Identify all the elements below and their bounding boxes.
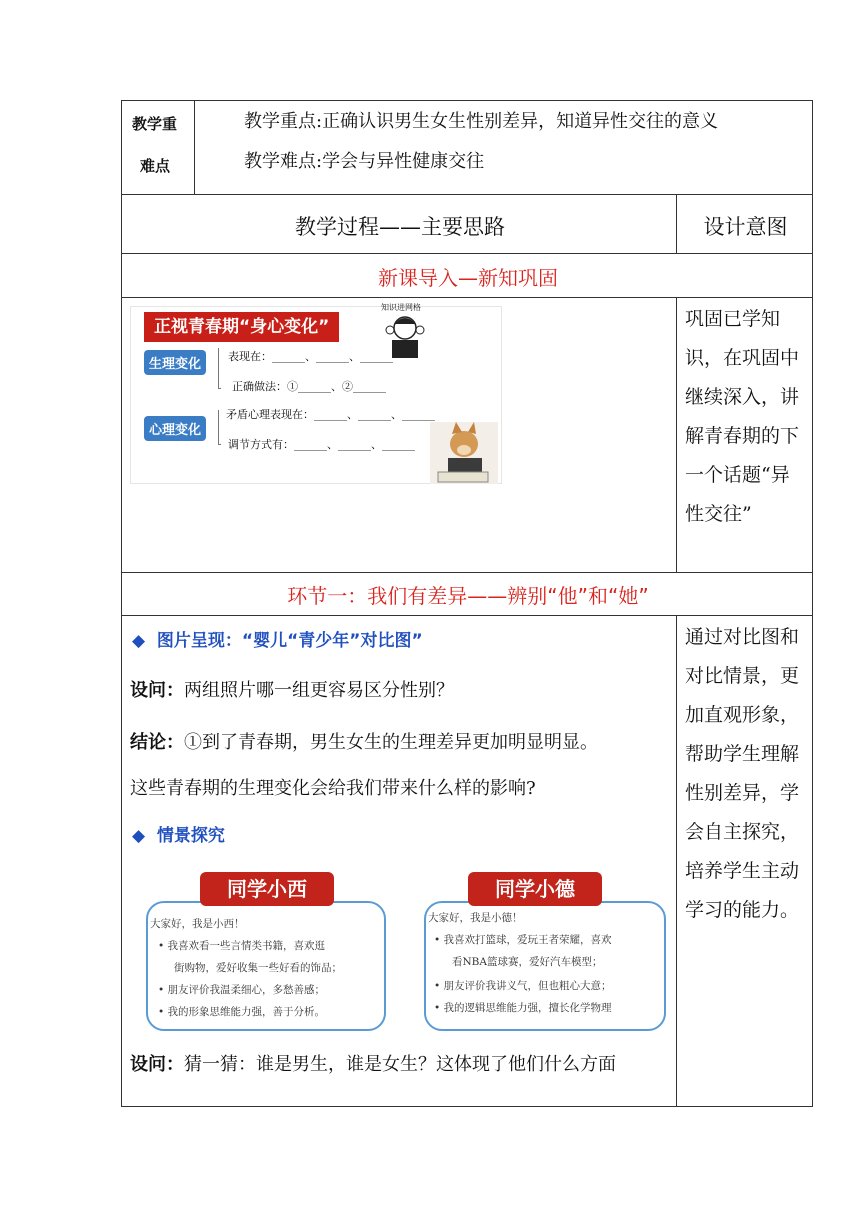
card-xixi-line-text: 朋友评价我温柔细心，多愁善感； (167, 984, 326, 996)
card-xiaode-line-text: 朋友评价我讲义气，但也粗心大意； (443, 980, 612, 992)
intro-content-cell (121, 297, 677, 573)
card-xixi-line-text: 我的形象思维能力强，善于分析。 (167, 1006, 326, 1018)
section1-intent-line: 学习的能力。 (685, 899, 800, 921)
intro-intent-line: 一个话题“异 (685, 464, 790, 486)
card-xiaode-line-text: 我喜欢打篮球，爱玩王者荣耀，喜欢 (443, 934, 612, 946)
intro-title: 新课导入—新知巩固 (378, 266, 558, 290)
section1-title-cell (121, 572, 813, 616)
figure-title: 正视青春期“身心变化” (144, 312, 339, 342)
card-xixi-line: • 我喜欢看一些言情类书籍，喜欢逛 (158, 940, 326, 952)
process-header-cell (121, 194, 677, 254)
picture-heading (132, 626, 423, 651)
key-points-label-cell (121, 100, 195, 195)
intro-intent-line: 继续深入，讲 (685, 386, 800, 408)
card-xiaode-line: • 我的逻辑思维能力强，擅长化学物理 (434, 1002, 612, 1014)
physical-line-1: 表现在：______、______、______ (228, 350, 393, 363)
intro-intent-line: 性交往” (685, 503, 752, 525)
card-xixi-line: 街购物，爱好收集一些好看的饰品； (174, 962, 342, 974)
physical-line-2: 正确做法：①______、②______ (232, 380, 386, 393)
intro-title-cell (121, 253, 813, 298)
dog-reading-icon (430, 422, 498, 484)
intent-header: 设计意图 (703, 215, 788, 239)
question2-text: 猜一猜：谁是男生，谁是女生？这体现了他们什么方面 (184, 1054, 616, 1075)
student-card-xiaode-title: 同学小德 (468, 872, 602, 906)
mental-change-tag: 心理变化 (144, 416, 206, 441)
intro-intent-cell (676, 297, 813, 573)
section1-intent-line: 加直观形象， (685, 704, 800, 726)
key-points-label-2: 难点 (140, 157, 171, 175)
conclusion-label: 结论： (130, 732, 184, 753)
mindmap-figure (130, 303, 500, 482)
conclusion-line (130, 728, 598, 754)
card-xiaode-line: • 朋友评价我讲义气，但也粗心大意； (434, 980, 612, 992)
key-points-label-1: 教学重 (132, 115, 178, 133)
physical-change-tag: 生理变化 (144, 350, 206, 375)
diamond-bullet-icon: ◆ (132, 826, 146, 846)
question-line (130, 676, 454, 702)
question2-label: 设问： (130, 1054, 184, 1075)
process-header: 教学过程——主要思路 (295, 215, 505, 239)
follow-text: 这些青春期的生理变化会给我们带来什么样的影响? (130, 778, 536, 799)
section1-intent-line: 帮助学生理解 (685, 743, 800, 765)
section1-intent-line: 对比情景，更 (685, 665, 800, 687)
scenario-heading (132, 821, 225, 846)
section1-intent-line: 性别差异，学 (685, 782, 800, 804)
section1-intent-line: 通过对比图和 (685, 626, 800, 648)
card-xiaode-line: 看NBA篮球赛，爱好汽车模型； (452, 956, 603, 968)
card-xiaode-greeting: 大家好，我是小德！ (428, 912, 523, 924)
section1-intent-line: 会自主探究， (685, 821, 800, 843)
card-xixi-line-text: 我喜欢看一些言情类书籍，喜欢逛 (167, 940, 326, 952)
section1-content-cell (121, 615, 677, 1107)
intro-intent-line: 解青春期的下 (685, 425, 800, 447)
card-xixi-greeting: 大家好，我是小西！ (150, 918, 245, 930)
intent-header-cell (676, 194, 813, 254)
teaching-difficulty: 教学难点:学会与异性健康交往 (244, 151, 485, 172)
card-xixi-line: • 我的形象思维能力强，善于分析。 (158, 1006, 326, 1018)
section1-title: 环节一：我们有差异——辨别“他”和“她” (287, 584, 649, 608)
card-xixi-line: • 朋友评价我温柔细心，多愁善感； (158, 984, 326, 996)
question2-line (130, 1050, 616, 1076)
scenario-heading-text: 情景探究 (156, 826, 225, 846)
card-xiaode-line-text: 我的逻辑思维能力强，擅长化学物理 (443, 1002, 612, 1014)
diamond-bullet-icon: ◆ (132, 631, 146, 651)
card-xiaode-line: • 我喜欢打篮球，爱玩王者荣耀，喜欢 (434, 934, 612, 946)
figure-corner-caption: 知识进网格 (381, 303, 421, 312)
key-points-content-cell (194, 100, 813, 195)
mental-line-1: 矛盾心理表现在：______、______、______ (226, 408, 435, 421)
conclusion-text: ①到了青春期，男生女生的生理差异更加明显明显。 (184, 732, 598, 753)
question-label: 设问： (130, 680, 184, 701)
intro-intent-line: 巩固已学知 (685, 308, 781, 330)
mental-line-2: 调节方式有：______、______、______ (228, 438, 415, 451)
teaching-focus: 教学重点:正确认识男生女生性别差异，知道异性交往的意义 (244, 111, 719, 132)
question-text: 两组照片哪一组更容易区分性别？ (184, 680, 454, 701)
picture-heading-text: 图片呈现：“婴儿“青少年”对比图” (156, 631, 423, 651)
student-card-xixi-title: 同学小西 (200, 872, 334, 906)
section1-intent-line: 培养学生主动 (685, 860, 800, 882)
section1-intent-cell (676, 615, 813, 1107)
intro-intent-line: 识，在巩固中 (685, 347, 800, 369)
